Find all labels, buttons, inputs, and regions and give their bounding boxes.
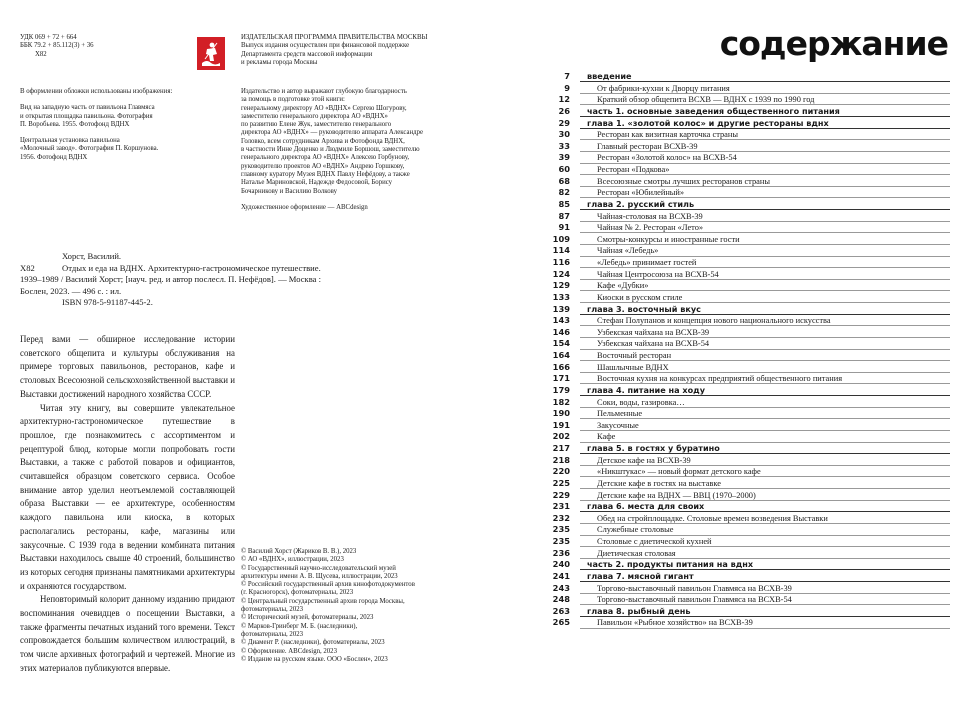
- toc-entry-label: Восточный ресторан: [597, 351, 672, 360]
- program-line: Выпуск издания осуществлен при финансовой поддержке: [241, 42, 410, 50]
- toc-section-entry[interactable]: [525, 443, 950, 455]
- copyright-line: © АО «ВДНХ», иллюстрации, 2023: [241, 556, 344, 564]
- program-line: Департамента средств массовой информации: [241, 50, 373, 58]
- toc-page-number: 225: [552, 477, 570, 488]
- udk-line: УДК 069 + 72 + 664: [20, 34, 77, 41]
- cover-note-line: и открытая площадка павильона. Фотография: [20, 112, 153, 120]
- toc-entry-label: Краткий обзор общепита ВСХВ — ВДНХ с 1939 по 1990 год: [597, 95, 815, 105]
- toc-page-number: 30: [558, 129, 570, 140]
- ack-line: Наталье Мариновской, Надежде Федосовой, Борису: [241, 179, 393, 187]
- bibliographic-record: [20, 251, 380, 309]
- copyright-line: © Российский государственный архив кинофотодокументов: [241, 581, 415, 589]
- toc-entry-label: Кафе: [597, 432, 616, 442]
- toc-page-number: 82: [558, 187, 570, 198]
- toc-page-number: 182: [552, 396, 570, 407]
- toc-entry[interactable]: [525, 455, 950, 467]
- cover-note-line: «Молочный завод». Фотография П. Коршунова.: [20, 145, 159, 153]
- annotation-text: [20, 333, 235, 676]
- toc-entry[interactable]: [525, 141, 950, 153]
- toc-page-number: 202: [552, 431, 570, 442]
- toc-entry-label: Главный ресторан ВСХВ-39: [597, 141, 698, 151]
- toc-entry-label: глава 6. места для своих: [587, 501, 705, 512]
- toc-entry[interactable]: [525, 397, 950, 409]
- toc-entry[interactable]: [525, 269, 950, 281]
- toc-section-entry[interactable]: [525, 571, 950, 583]
- toc-entry-label: Соки, воды, газировка…: [597, 397, 685, 407]
- toc-entry[interactable]: [525, 234, 950, 246]
- toc-entry-label: Торгово-выставочный павильон Главмяса на ВСХВ-39: [597, 583, 792, 593]
- toc-page-number: 240: [552, 559, 570, 570]
- toc-entry[interactable]: [525, 83, 950, 95]
- toc-entry-label: Столовые с диетической кухней: [597, 537, 712, 546]
- toc-entry[interactable]: [525, 187, 950, 199]
- toc-entry[interactable]: [525, 315, 950, 327]
- ack-line: за помощь в подготовке этой книги:: [241, 96, 345, 104]
- toc-entry-label: Детское кафе на ВСХВ-39: [597, 455, 691, 465]
- ack-line: Издательство и автор выражают глубокую благодарность: [241, 88, 407, 95]
- toc-page-number: 243: [552, 582, 570, 593]
- toc-page-number: 190: [552, 408, 570, 419]
- design-credit: Художественное оформление — ABCdesign: [241, 203, 368, 211]
- toc-page-number: 146: [552, 326, 570, 337]
- toc-entry-label: Восточная кухня на конкурсах предприятий общественного питания: [597, 374, 843, 384]
- toc-section-entry[interactable]: [525, 559, 950, 571]
- toc-entry-label: Всесоюзные смотры лучших ресторанов страны: [597, 176, 770, 186]
- toc-page-number: 109: [552, 233, 570, 244]
- copyright-line: архитектуры имени А. В. Щусева, иллюстрации, 2023: [241, 572, 398, 580]
- toc-entry-label: Чайная «Лебедь»: [597, 246, 659, 256]
- toc-entry-label: Чайная-столовая на ВСХВ-39: [597, 211, 703, 221]
- toc-entry-label: Павильон «Рыбное хозяйство» на ВСХВ-39: [597, 618, 753, 628]
- toc-entry-label: Чайная № 2. Ресторан «Лето»: [597, 223, 704, 233]
- toc-page-number: 139: [552, 303, 570, 314]
- ack-line: генерального директора АО «ВДНХ» Алексею Горбунову,: [241, 154, 410, 162]
- toc-section-entry[interactable]: [525, 71, 950, 83]
- toc-entry[interactable]: [525, 594, 950, 606]
- toc-entry[interactable]: [525, 164, 950, 176]
- toc-page-number: 154: [552, 338, 570, 349]
- toc-entry[interactable]: [525, 211, 950, 223]
- bib-line: Бослен, 2023. — 496 с. : ил.: [20, 285, 122, 296]
- toc-page-number: 179: [552, 384, 570, 395]
- toc-page-number: 133: [552, 291, 570, 302]
- cover-note-line: Центральная установка павильона: [20, 137, 120, 145]
- toc-page-number: 114: [552, 245, 570, 256]
- toc-entry[interactable]: [525, 548, 950, 560]
- toc-page-number: 9: [564, 82, 570, 93]
- copyright-line: (г. Красногорск), фотоматериалы, 2023: [241, 589, 354, 597]
- toc-page-number: 87: [558, 210, 570, 221]
- toc-entry-label: Ресторан как визитная карточка страны: [597, 130, 738, 140]
- ack-line: в частности Инне Доценко и Людмиле Боршош, заместителю: [241, 146, 420, 154]
- toc-page-number: 129: [552, 280, 570, 291]
- publisher-program: [241, 34, 461, 67]
- toc-title: содержание: [719, 24, 948, 63]
- bib-line: Отдых и еда на ВДНХ. Архитектурно-гастрономическое путешествие.: [62, 262, 321, 273]
- toc-section-entry[interactable]: [525, 118, 950, 130]
- copyright-line: © Василий Хорст (Жариков В. В.), 2023: [241, 548, 357, 555]
- toc-list: [525, 71, 950, 629]
- toc-entry-label: Кафе «Дубки»: [597, 281, 649, 291]
- toc-page-number: 29: [558, 117, 570, 128]
- annotation-paragraph: Перед вами — обширное исследование истории советского общепита и культуры обслуживания на примере торговых павильонов, ресторанов, кафе и столовых Всесоюзной сельскохозяйственной выставки и Выставки достижений народного хозяйства СССР.: [20, 334, 235, 399]
- toc-page-number: 85: [558, 198, 570, 209]
- program-title: ИЗДАТЕЛЬСКАЯ ПРОГРАММА ПРАВИТЕЛЬСТВА МОСКВЫ: [241, 34, 428, 41]
- toc-page-number: 229: [552, 489, 570, 500]
- toc-entry[interactable]: [525, 94, 950, 106]
- toc-entry-label: глава 3. восточный вкус: [587, 303, 701, 314]
- copyright-line: © Центральный государственный архив города Москвы,: [241, 597, 405, 605]
- toc-entry-label: Киоски в русском стиле: [597, 292, 683, 302]
- toc-entry-label: глава 4. питание на ходу: [587, 384, 705, 395]
- toc-entry-label: «Лебедь» принимает гостей: [597, 258, 697, 267]
- toc-entry-label: Ресторан «Юбилейный»: [597, 188, 685, 198]
- toc-entry[interactable]: [525, 292, 950, 304]
- toc-entry-label: Детские кафе на ВДНХ — ВВЦ (1970–2000): [597, 490, 756, 500]
- toc-entry-label: глава 7. мясной гигант: [587, 570, 694, 581]
- toc-entry-label: Служебные столовые: [597, 525, 674, 535]
- toc-entry-label: Чайная Центросоюза на ВСХВ-54: [597, 269, 719, 279]
- toc-entry-label: Торгово-выставочный павильон Главмяса на ВСХВ-54: [597, 595, 792, 605]
- toc-entry[interactable]: [525, 478, 950, 490]
- toc-page-number: 60: [558, 164, 570, 174]
- cover-images-note: [20, 88, 210, 162]
- toc-page-number: 265: [552, 617, 570, 628]
- toc-entry[interactable]: [525, 245, 950, 257]
- toc-entry[interactable]: [525, 327, 950, 339]
- cover-note-line: 1956. Фотофонд ВДНХ: [20, 153, 88, 161]
- toc-section-entry[interactable]: [525, 106, 950, 118]
- toc-entry-label: От фабрики-кухни к Дворцу питания: [597, 83, 730, 93]
- ack-line: Головко, всем сотрудникам Архива и Фотофонда ВДНХ,: [241, 137, 405, 145]
- toc-section-entry[interactable]: [525, 606, 950, 618]
- annotation-paragraph: Неповторимый колорит данному изданию придают воспоминания очевидцев о посещении Выставки, а также фрагменты печатных изданий того времени. Текст сопровождается большим количеством иллюстраций, в том числе архивных фотографий и чертежей. Многие из этих материалов публикуются впервые.: [20, 594, 235, 673]
- toc-page-number: 241: [552, 570, 570, 581]
- toc-page-number: 166: [552, 361, 570, 372]
- toc-page-number: 68: [558, 175, 570, 186]
- program-line: и рекламы города Москвы: [241, 58, 318, 66]
- toc-page-number: 91: [558, 222, 570, 233]
- toc-entry-label: Узбекская чайхана на ВСХВ-39: [597, 327, 710, 337]
- toc-page-number: 124: [552, 268, 570, 279]
- annotation-paragraph: Читая эту книгу, вы совершите увлекательное архитектурно-гастрономическое путешествие в прошлое, где познакомитесь с ассортиментом и рецептурой блюд, которые могли попробовать гости Выставки, а также с работой поваров и официантов, считавшейся образцом советского сервиса. Особое внимание автор уделил неотъемлемой составляющей образа Выставки — ее архитектуре, особенностям каждого павильона или киоска, в которых располагались рестораны, кафе, магазины или закусочные. С 1939 года в ведении комбината питания Выставки находилось свыше 40 строений, большинство из которых сегодня признаны памятниками архитектуры и охраняются государством.: [20, 402, 235, 591]
- toc-page-number: 235: [552, 524, 570, 535]
- toc-entry[interactable]: [525, 466, 950, 478]
- toc-page-number: 7: [564, 71, 570, 81]
- ack-line: заместителю генерального директора АО «ВДНХ»: [241, 112, 388, 120]
- toc-entry[interactable]: [525, 583, 950, 595]
- toc-entry-label: глава 5. в гостях у буратино: [587, 443, 720, 453]
- toc-entry-label: глава 8. рыбный день: [587, 605, 691, 616]
- toc-entry-label: Стефан Полупанов и концепция нового национального искусства: [597, 316, 831, 326]
- toc-page-number: 12: [558, 94, 570, 105]
- copyright-line: © Диамент Р. (наследники), фотоматериалы, 2023: [241, 639, 385, 647]
- ack-line: по развитию Елене Жук, заместителю генерального: [241, 121, 392, 129]
- ack-line: руководителю проектов АО «ВДНХ» Андрею Горшкову,: [241, 162, 405, 170]
- toc-entry-label: Закусочные: [597, 420, 639, 430]
- toc-page-number: 248: [552, 594, 570, 605]
- toc-entry[interactable]: [525, 362, 950, 374]
- toc-entry-label: «Никштукас» — новый формат детского кафе: [597, 467, 761, 477]
- copyright-line: фотоматериалы, 2023: [241, 630, 304, 638]
- copyright-line: фотоматериалы, 2023: [241, 606, 304, 614]
- toc-entry-label: глава 2. русский стиль: [587, 198, 695, 209]
- copyright-line: © Исторический музей, фотоматериалы, 2023: [241, 614, 374, 622]
- cover-note-title: В оформлении обложки использованы изображения:: [20, 88, 173, 95]
- toc-entry[interactable]: [525, 420, 950, 432]
- toc-page-number: 116: [552, 257, 570, 267]
- toc-page-number: 232: [552, 512, 570, 523]
- copyright-line: © Издание на русском языке. ООО «Бослен», 2023: [241, 655, 388, 663]
- author-sign: Х82: [35, 50, 47, 58]
- toc-page-number: 171: [552, 373, 570, 384]
- toc-page-number: 231: [552, 501, 570, 512]
- toc-entry-label: введение: [587, 71, 632, 81]
- toc-section-entry[interactable]: [525, 199, 950, 211]
- toc-entry-label: Обед на стройплощадке. Столовые времен возведения Выставки: [597, 513, 828, 523]
- toc-page-number: 236: [552, 547, 570, 558]
- toc-entry-label: Смотры-конкурсы и иностранные гости: [597, 234, 740, 244]
- bib-code: Х82: [20, 262, 35, 273]
- toc-page-number: 164: [552, 350, 570, 360]
- toc-entry[interactable]: [525, 129, 950, 141]
- udk-block: [20, 34, 180, 59]
- toc-page-number: 217: [552, 443, 570, 453]
- toc-page-number: 191: [552, 419, 570, 430]
- toc-entry-label: Узбекская чайхана на ВСХВ-54: [597, 339, 710, 349]
- toc-page-number: 143: [552, 315, 570, 326]
- moscow-coat-of-arms-icon: [197, 37, 225, 70]
- toc-entry[interactable]: [525, 350, 950, 362]
- toc-entry[interactable]: [525, 222, 950, 234]
- ack-line: главному куратору Музея ВДНХ Павлу Нефёдову, а также: [241, 170, 410, 178]
- toc-entry[interactable]: [525, 617, 950, 629]
- copyright-line: © Государственный научно-исследовательский музей: [241, 564, 396, 572]
- toc-entry[interactable]: [525, 338, 950, 350]
- copyright-line: © Оформление. ABCdesign, 2023: [241, 647, 337, 655]
- toc-page-number: 235: [552, 536, 570, 546]
- copyright-block: [241, 548, 481, 664]
- toc-entry-label: часть 1. основные заведения общественного питания: [587, 105, 840, 116]
- toc-page-number: 220: [552, 466, 570, 477]
- toc-entry-label: глава 1. «золотой колос» и другие рестораны вднх: [587, 117, 829, 128]
- toc-page-number: 39: [558, 152, 570, 163]
- toc-entry[interactable]: [525, 257, 950, 269]
- bbk-line: ББК 79.2 + 85.112(3) + 36: [20, 42, 94, 50]
- toc-page-number: 26: [558, 105, 570, 116]
- toc-entry[interactable]: [525, 408, 950, 420]
- toc-entry[interactable]: [525, 176, 950, 188]
- toc-entry-label: Ресторан «Подкова»: [597, 165, 670, 174]
- toc-page-number: 218: [552, 454, 570, 465]
- ack-line: Бочарникову и Василию Волкову: [241, 187, 337, 195]
- toc-entry[interactable]: [525, 431, 950, 443]
- toc-entry-label: Пельменные: [597, 409, 643, 419]
- toc-entry[interactable]: [525, 536, 950, 548]
- toc-section-entry[interactable]: [525, 304, 950, 316]
- toc-entry-label: часть 2. продукты питания на вднх: [587, 559, 754, 570]
- acknowledgments: [241, 88, 481, 212]
- toc-entry[interactable]: [525, 280, 950, 292]
- copyright-line: © Марков-Гринберг М. Б. (наследники),: [241, 622, 358, 630]
- toc-entry[interactable]: [525, 490, 950, 502]
- toc-entry[interactable]: [525, 524, 950, 536]
- toc-page-number: 33: [558, 140, 570, 151]
- ack-line: генеральному директору АО «ВДНХ» Сергею Шогурову,: [241, 104, 407, 112]
- toc-entry-label: Диетическая столовая: [597, 548, 676, 558]
- toc-section-entry[interactable]: [525, 501, 950, 513]
- toc-entry-label: Ресторан «Золотой колос» на ВСХВ-54: [597, 153, 737, 163]
- toc-entry-label: Шашлычные ВДНХ: [597, 362, 669, 372]
- toc-entry[interactable]: [525, 152, 950, 164]
- toc-entry[interactable]: [525, 373, 950, 385]
- toc-page-number: 263: [552, 605, 570, 616]
- bib-author: Хорст, Василий.: [62, 251, 122, 261]
- toc-entry-label: Детские кафе в гостях на выставке: [597, 478, 721, 488]
- cover-note-line: Вид на западную часть от павильона Главмяса: [20, 104, 155, 112]
- ack-line: директора АО «ВДНХ» — руководителю аппарата Александре: [241, 129, 423, 137]
- bib-line: 1939–1989 / Василий Хорст; [науч. ред. и автор послесл. П. Нефёдов]. — Москва :: [20, 274, 322, 284]
- bib-isbn: ISBN 978-5-91187-445-2.: [62, 297, 153, 307]
- cover-note-line: П. Воробьева. 1955. Фотофонд ВДНХ: [20, 120, 130, 128]
- toc-section-entry[interactable]: [525, 385, 950, 397]
- toc-entry[interactable]: [525, 513, 950, 525]
